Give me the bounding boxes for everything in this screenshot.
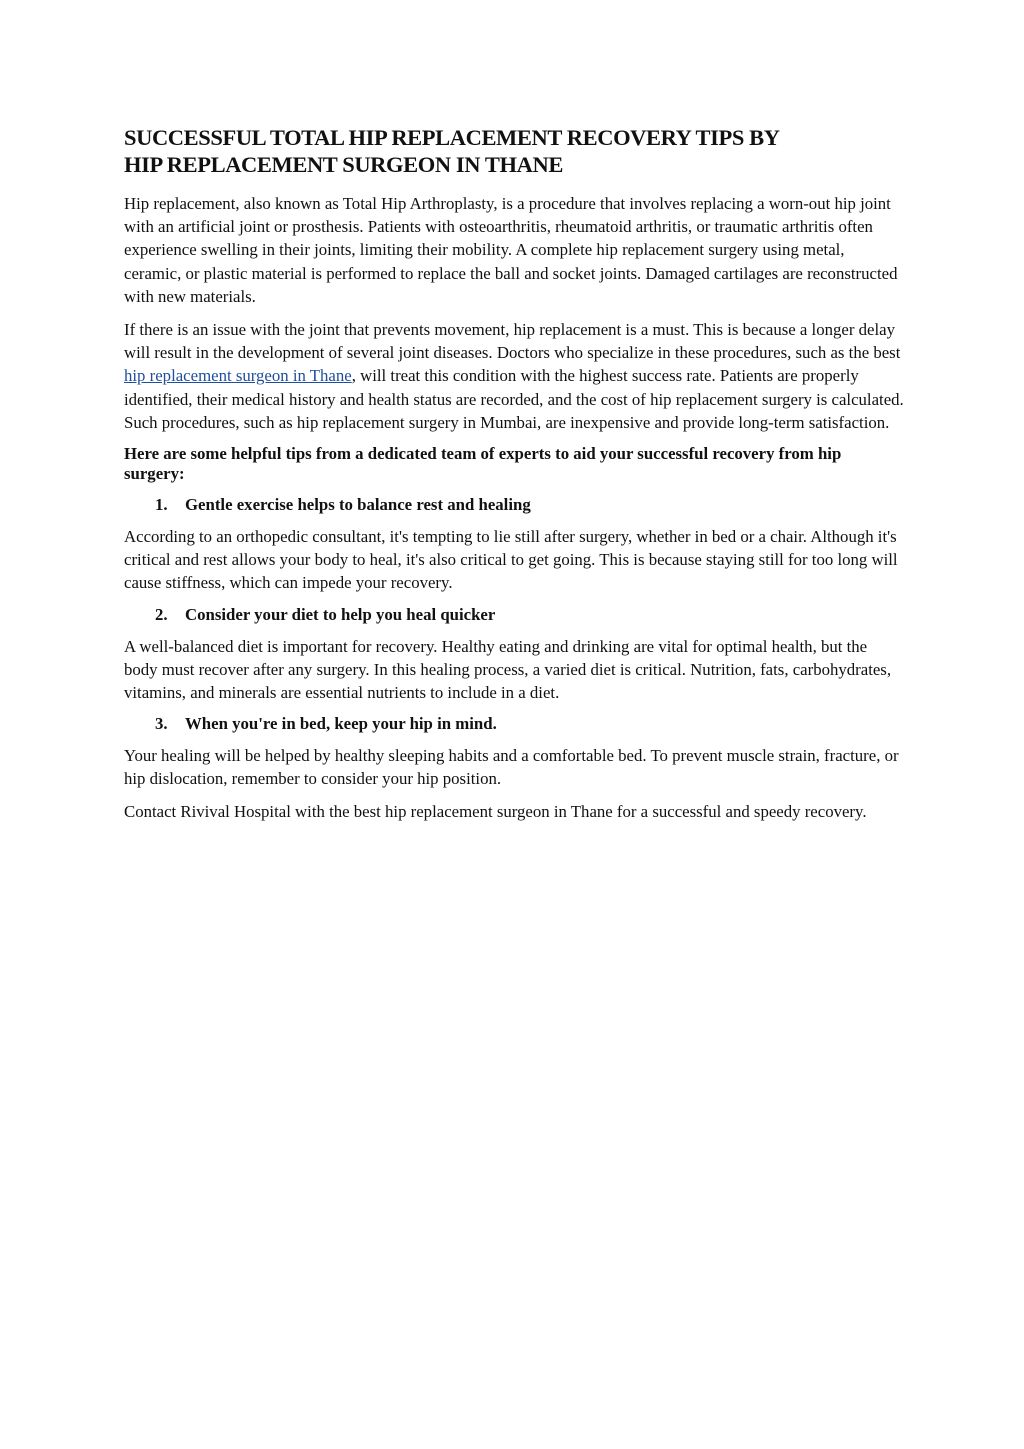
closing-paragraph: Contact Rivival Hospital with the best hip replacement surgeon in Thane for a successful and speedy recovery. <box>124 801 867 821</box>
tip-heading-text: Consider your diet to help you heal quicker <box>185 604 496 624</box>
tip-heading-3 <box>124 713 904 735</box>
surgeon-paragraph-text-after: , will treat this condition with the highest success rate. Patients are properly identified, their medical history and health status are recorded, and the cost of hip replacement surgery is calculated. Such procedures, such as hip replacement surgery in Mumbai, are inexpensive and provide long-term satisfaction. <box>124 366 904 432</box>
tip-heading-1 <box>124 494 904 516</box>
tip-heading-2 <box>124 604 904 626</box>
document-title <box>124 124 904 178</box>
surgeon-paragraph-text-before: If there is an issue with the joint that prevents movement, hip replacement is a must. This is because a longer delay will result in the development of several joint diseases. Doctors who specialize in these procedures, such as the best <box>124 320 901 363</box>
surgeon-paragraph <box>124 318 904 434</box>
tip-number: 2. <box>155 604 168 624</box>
title-line-2: HIP REPLACEMENT SURGEON IN THANE <box>124 152 563 177</box>
tips-lead-heading: Here are some helpful tips from a dedicated team of experts to aid your successful recovery from hip surgery: <box>124 444 842 484</box>
tip-body-3: Your healing will be helped by healthy sleeping habits and a comfortable bed. To prevent muscle strain, fracture, or hip dislocation, remember to consider your hip position. <box>124 746 899 789</box>
tip-heading-text: When you're in bed, keep your hip in mind. <box>185 714 497 734</box>
title-line-1: SUCCESSFUL TOTAL HIP REPLACEMENT RECOVERY TIPS BY <box>124 125 780 150</box>
surgeon-link[interactable]: hip replacement surgeon in Thane <box>124 366 352 386</box>
tip-heading-text: Gentle exercise helps to balance rest and healing <box>185 495 531 515</box>
document-page <box>124 124 904 832</box>
intro-paragraph: Hip replacement, also known as Total Hip Arthroplasty, is a procedure that involves replacing a worn-out hip joint with an artificial joint or prosthesis. Patients with osteoarthritis, rheumatoid arthritis, or traumatic arthritis often experience swelling in their joints, limiting their mobility. A complete hip replacement surgery using metal, ceramic, or plastic material is performed to replace the ball and socket joints. Damaged cartilages are reconstructed with new materials. <box>124 194 898 306</box>
tip-number: 1. <box>155 495 168 515</box>
tip-body-2: A well-balanced diet is important for recovery. Healthy eating and drinking are vital for optimal health, but the body must recover after any surgery. In this healing process, a varied diet is critical. Nutrition, fats, carbohydrates, vitamins, and minerals are essential nutrients to include in a diet. <box>124 636 892 703</box>
tip-body-1: According to an orthopedic consultant, it's tempting to lie still after surgery, whether in bed or a chair. Although it's critical and rest allows your body to heal, it's also critical to get going. This is because staying still for too long will cause stiffness, which can impede your recovery. <box>124 527 898 593</box>
tip-number: 3. <box>155 714 168 734</box>
